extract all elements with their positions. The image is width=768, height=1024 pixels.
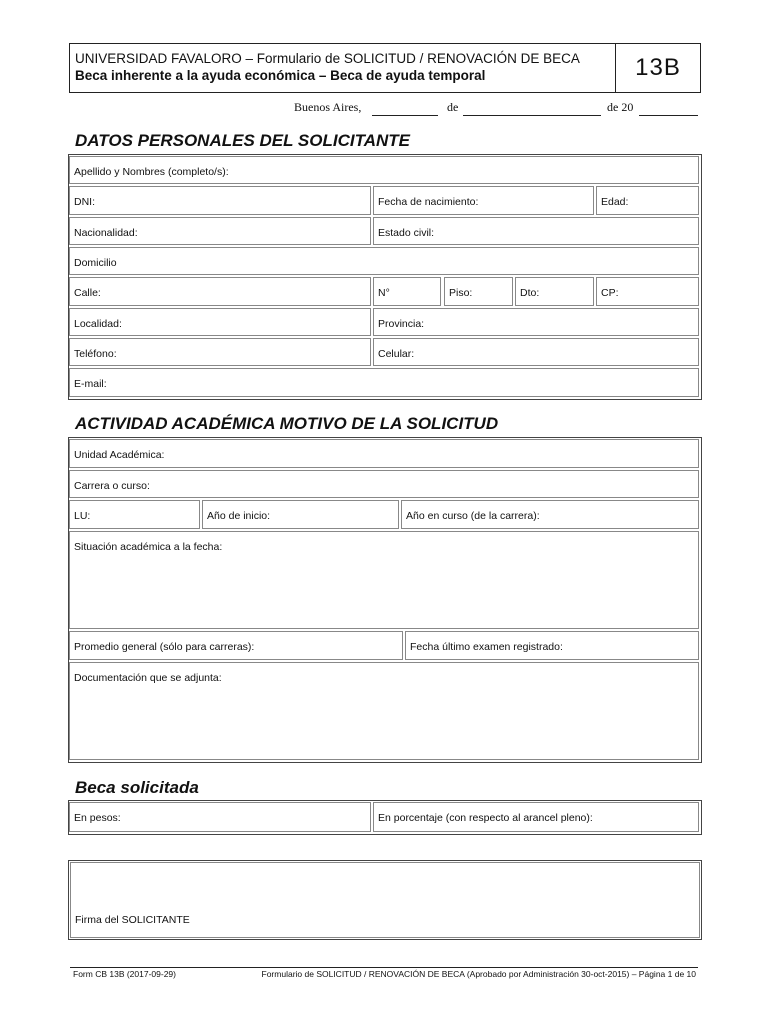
label-localidad: Localidad: [74,318,122,330]
date-year-field[interactable] [639,115,698,116]
label-lu: LU: [74,510,91,522]
field-dto[interactable] [515,277,594,306]
date-de-label-1: de [447,100,459,114]
footer-page-info: Formulario de SOLICITUD / RENOVACIÓN DE BECA (Aprobado por Administración 30-oct-2015) – Página 1 de 10 [261,969,696,979]
field-edad[interactable] [596,186,699,215]
date-day-field[interactable] [372,115,438,116]
footer-divider [70,967,698,968]
date-de-label-2: de 20 [607,100,634,114]
field-situacion-academica[interactable] [69,531,699,629]
label-situacion-academica: Situación académica a la fecha: [74,541,223,553]
field-carrera[interactable] [69,470,699,498]
field-localidad[interactable] [69,308,371,336]
label-fecha-nacimiento: Fecha de nacimiento: [378,196,479,208]
field-anio-curso[interactable] [401,500,699,529]
header-title-area [70,44,616,92]
header-institution-line: UNIVERSIDAD FAVALORO – Formulario de SOLICITUD / RENOVACIÓN DE BECA [75,51,580,66]
label-anio-inicio: Año de inicio: [207,510,271,522]
label-promedio: Promedio general (sólo para carreras): [74,641,255,653]
field-celular[interactable] [373,338,699,366]
field-promedio[interactable] [69,631,403,660]
field-dni[interactable] [69,186,371,215]
label-en-pesos: En pesos: [74,812,121,824]
label-numero: N° [378,287,390,299]
label-unidad-academica: Unidad Académica: [74,449,165,461]
label-dto: Dto: [520,287,540,299]
label-provincia: Provincia: [378,318,425,330]
header-subtitle-line: Beca inherente a la ayuda económica – Beca de ayuda temporal [75,68,486,83]
label-anio-curso: Año en curso (de la carrera): [406,510,540,522]
field-en-pesos[interactable] [69,802,371,832]
field-unidad-academica[interactable] [69,439,699,468]
field-email[interactable] [69,368,699,397]
label-dni: DNI: [74,196,95,208]
field-telefono[interactable] [69,338,371,366]
field-piso[interactable] [444,277,513,306]
field-fecha-examen[interactable] [405,631,699,660]
label-celular: Celular: [378,348,415,360]
label-calle: Calle: [74,287,101,299]
field-cp[interactable] [596,277,699,306]
field-documentacion[interactable] [69,662,699,760]
footer-form-code: Form CB 13B (2017-09-29) [73,969,176,979]
field-lu[interactable] [69,500,200,529]
label-domicilio: Domicilio [74,257,117,269]
form-code: 13B [635,54,681,81]
label-firma: Firma del SOLICITANTE [75,914,190,926]
label-email: E-mail: [74,378,107,390]
date-city-label: Buenos Aires, [294,100,362,114]
label-fecha-examen: Fecha último examen registrado: [410,641,563,653]
label-apellido: Apellido y Nombres (completo/s): [74,166,229,178]
section-title-beca: Beca solicitada [75,778,199,797]
field-estado-civil[interactable] [373,217,699,245]
label-estado-civil: Estado civil: [378,227,435,239]
date-month-field[interactable] [463,115,601,116]
label-en-porcentaje: En porcentaje (con respecto al arancel pleno): [378,812,593,824]
field-provincia[interactable] [373,308,699,336]
label-carrera: Carrera o curso: [74,480,150,492]
field-domicilio [69,247,699,275]
field-anio-inicio[interactable] [202,500,399,529]
field-nacionalidad[interactable] [69,217,371,245]
label-nacionalidad: Nacionalidad: [74,227,138,239]
label-piso: Piso: [449,287,473,299]
section-title-academic: ACTIVIDAD ACADÉMICA MOTIVO DE LA SOLICITUD [75,414,499,433]
label-edad: Edad: [601,196,629,208]
field-en-porcentaje[interactable] [373,802,699,832]
field-fecha-nacimiento[interactable] [373,186,594,215]
label-telefono: Teléfono: [74,348,117,360]
field-calle[interactable] [69,277,371,306]
section-title-personal: DATOS PERSONALES DEL SOLICITANTE [75,131,410,150]
label-documentacion: Documentación que se adjunta: [74,672,222,684]
signature-field[interactable] [70,862,700,938]
label-cp: CP: [601,287,619,299]
field-apellido[interactable] [69,156,699,184]
field-numero[interactable] [373,277,441,306]
form-header [69,43,701,93]
